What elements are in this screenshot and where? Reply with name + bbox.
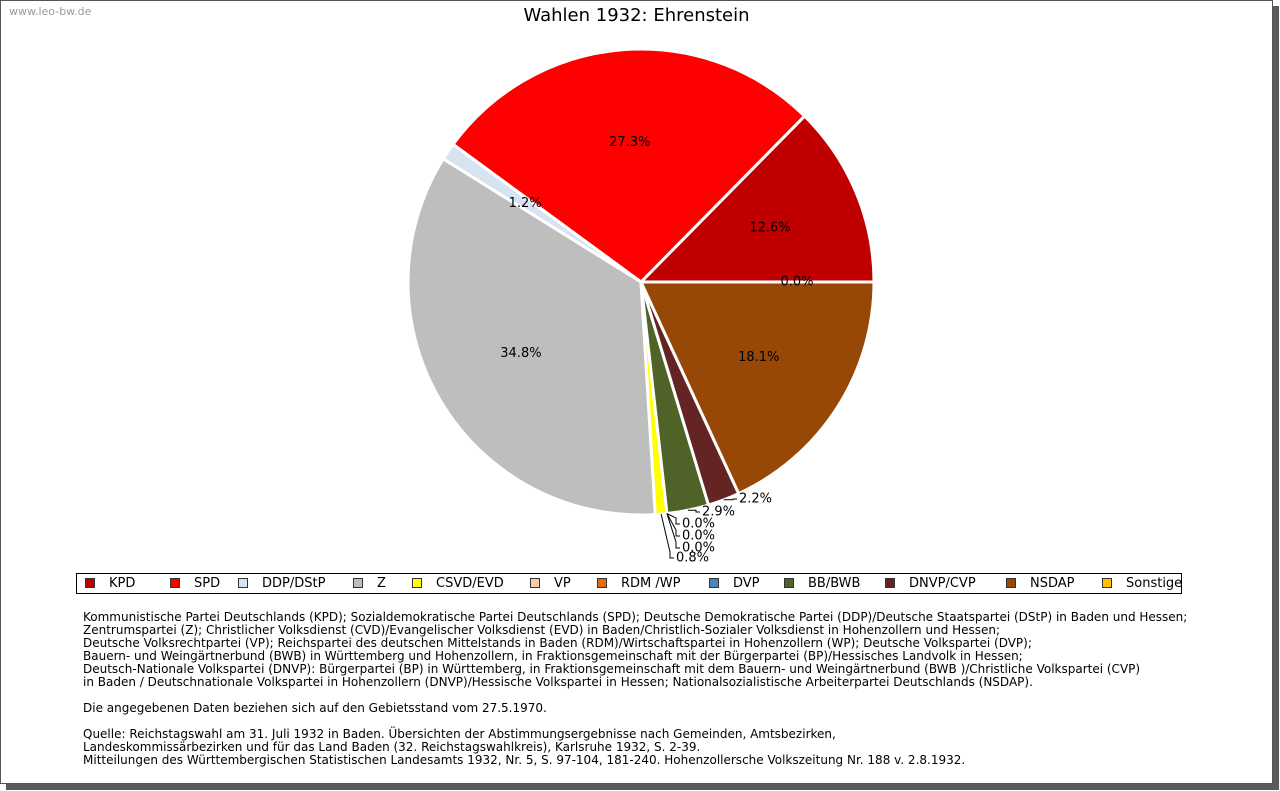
source-note: Quelle: Reichstagswahl am 31. Juli 1932 in Baden. Übersichten der Abstimmungsergebnisse nach Gemeinden, Amtsbezirken, Landeskommissärbezirken und für das Land Baden (32. Reichstagswahlkreis), Karlsruhe 1932, S. 2-39. Mitteilungen des Württembergischen Statistischen Landesamts 1932, Nr. 5, S. 97-104, 181-240. Hohenzollersche Volkszeitung Nr. 188 v. 2.8.1932. [83, 727, 966, 767]
legend-swatch [85, 578, 95, 588]
legend-swatch [170, 578, 180, 588]
leader-vp [667, 514, 680, 548]
label-nsdap: 18.1% [738, 349, 780, 365]
legend-swatch [597, 578, 607, 588]
label-ddp-dstp: 1.2% [508, 196, 542, 212]
label-bb-bwb: 2.9% [702, 504, 736, 520]
label-z: 34.8% [500, 346, 542, 362]
legend-label: SPD [194, 576, 221, 591]
label-sonstige: 0.0% [780, 274, 814, 290]
legend-swatch [885, 578, 895, 588]
legend-label: KPD [109, 576, 136, 591]
legend-label: NSDAP [1030, 576, 1075, 591]
legend-label: CSVD/EVD [436, 576, 504, 591]
label-vp: 0.0% [682, 540, 716, 556]
chart-title: Wahlen 1932: Ehrenstein [523, 5, 750, 26]
label-csvd-evd: 0.8% [676, 550, 710, 566]
legend-swatch [238, 578, 248, 588]
legend-swatch [1006, 578, 1016, 588]
watermark: www.leo-bw.de [9, 5, 92, 18]
legend-label: RDM /WP [621, 576, 681, 591]
label-spd: 27.3% [609, 135, 651, 151]
legend-label: BB/BWB [808, 576, 861, 591]
territory-note: Die angegebenen Daten beziehen sich auf den Gebietsstand vom 27.5.1970. [83, 701, 547, 715]
label-dnvp-cvp: 2.2% [739, 491, 773, 507]
label-rdm-wp: 0.0% [682, 528, 716, 544]
legend-swatch [353, 578, 363, 588]
legend-label: DVP [733, 576, 760, 591]
legend-swatch [412, 578, 422, 588]
legend-label: DNVP/CVP [909, 576, 976, 591]
pie-chart [1, 1, 1272, 571]
legend-swatch [784, 578, 794, 588]
legend-label: DDP/DStP [262, 576, 326, 591]
legend-swatch [530, 578, 540, 588]
legend [76, 573, 1182, 594]
label-dvp: 0.0% [682, 516, 716, 532]
legend-label: Sonstige [1126, 576, 1183, 591]
legend-label: VP [554, 576, 571, 591]
label-kpd: 12.6% [749, 220, 791, 236]
notes [83, 611, 1233, 767]
leader-csvd-evd [661, 514, 674, 558]
party-notes: Kommunistische Partei Deutschlands (KPD); Sozialdemokratische Partei Deutschlands (SPD); Deutsche Demokratische Partei (DDP)/Deutsche Staatspartei (DStP) in Baden und Hessen; Zentrumspartei (Z); Christlicher Volksdienst (CVD)/Evangelischer Volksdienst (EVD) in Baden/Christlich-Sozialer Volksdienst in Hohenzollern und Hessen; Deutsche Volksrechtpartei (VP); Reichspartei des deutschen Mittelstands in Baden (RDM)/Wirtschaftspartei in Hohenzollern (WP); Deutsche Volkspartei (DVP); Bauern- und Weingärtnerbund (BWB) in Württemberg und Hohenzollern, in Fraktionsgemeinschaft mit der Bürgerpartei (BP)/Hessisches Landvolk in Hessen; Deutsch-Nationale Volkspartei (DNVP): Bürgerpartei (BP) in Württemberg, in Fraktionsgemeinschaft mit dem Bauern- und Weingärtnerbund (BWB )/Christliche Volkspartei (CVP) in Baden / Deutschnationale Volkspartei in Hohenzollern (DNVP)/Hessische Volkspartei in Hessen; Nationalsozialistische Arbeiterpartei Deutschlands (NSDAP). [83, 610, 1188, 689]
legend-label: Z [377, 576, 386, 591]
legend-swatch [709, 578, 719, 588]
legend-swatch [1102, 578, 1112, 588]
